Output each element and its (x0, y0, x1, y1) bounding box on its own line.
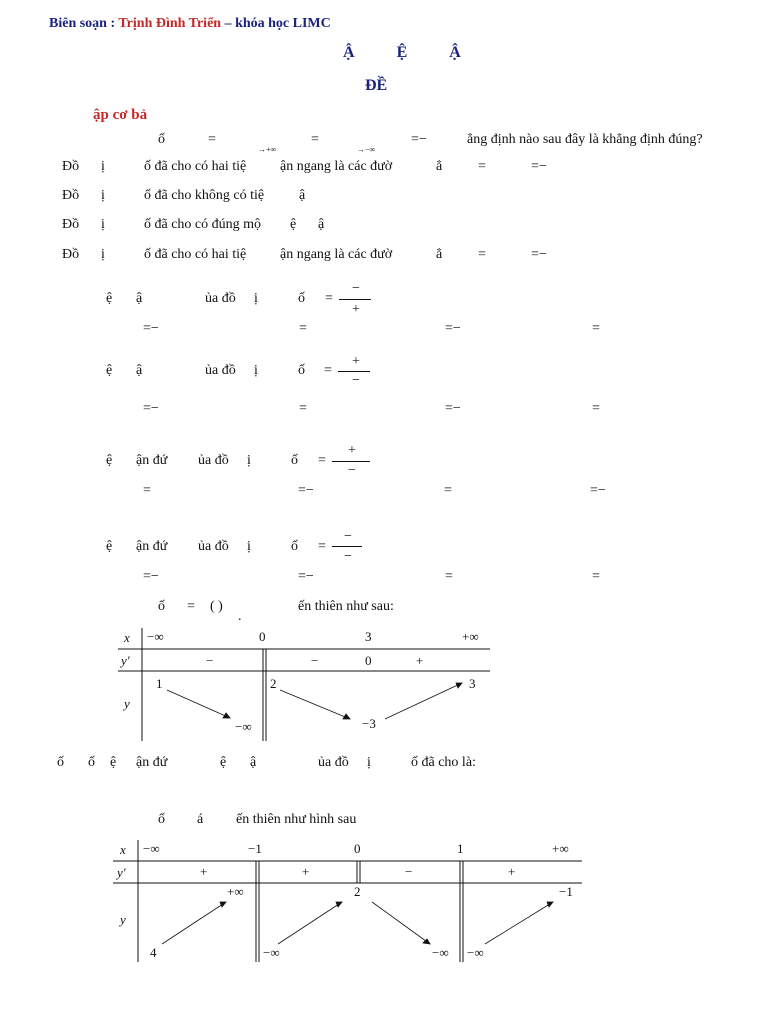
q1-d-p1: Đồ (62, 247, 80, 262)
q6-x-val-2: 0 (259, 629, 266, 644)
q6-yp-val-3: 0 (365, 653, 372, 668)
q7-arrow-2 (278, 902, 342, 944)
q5-numerator: − (344, 529, 352, 544)
q5-option-c[interactable]: = (445, 569, 453, 584)
q7-y-val-7: −1 (559, 884, 573, 899)
q7-y-label: y (120, 912, 126, 927)
q4-s1: ệ (106, 453, 113, 468)
q3-eq: = (324, 363, 332, 378)
q7-yp-val-3: − (405, 864, 413, 879)
q5-option-a[interactable]: =− (143, 569, 159, 584)
header-label: Biên soạn : (49, 16, 116, 31)
q6-yp-val-4: + (416, 653, 424, 668)
q6-y-val-2: −∞ (235, 719, 252, 734)
q4-s3: ủa đồ (198, 453, 229, 468)
q7-x-label: x (120, 842, 126, 857)
q6-x-label: x (124, 630, 130, 645)
q2-option-a[interactable]: =− (143, 321, 159, 336)
q1-lim-2: →−∞ (357, 145, 376, 154)
q5-s1: ệ (106, 539, 113, 554)
q3-s5: ố (298, 363, 305, 378)
q6-x-val-3: 3 (365, 629, 372, 644)
q5-option-b[interactable]: =− (298, 569, 314, 584)
q6-stem-dot: . (238, 609, 242, 624)
q6-ans-p2: ố (88, 755, 95, 770)
q7-yp-val-2: + (302, 864, 310, 879)
q1-c-p3: ố đã cho có đúng mộ (144, 217, 262, 232)
q6-y-val-3: 2 (270, 676, 277, 691)
q2-denominator: + (352, 302, 360, 317)
q6-x-val-1: −∞ (147, 629, 164, 644)
q1-c-p4: ệ (290, 217, 297, 232)
q1-a-p2: ị (101, 159, 105, 174)
q2-s4: ị (254, 291, 258, 306)
q1-a-p5: ẳ (436, 159, 443, 174)
q1-d-p5: ẳ (436, 247, 443, 262)
q1-d-p7: =− (531, 247, 547, 262)
q6-ans-p1: ố (57, 755, 64, 770)
q6-y-val-5: 3 (469, 676, 476, 691)
q6-ans-p9: ố đã cho là: (411, 755, 476, 770)
q3-s1: ệ (106, 363, 113, 378)
q7-x-val-1: −∞ (143, 841, 160, 856)
q7-y-val-5: −∞ (432, 945, 449, 960)
header-course: – khóa học LIMC (224, 16, 331, 31)
q1-d-p2: ị (101, 247, 105, 262)
q1-a-p1: Đồ (62, 159, 80, 174)
q7-stem-a: ố (158, 812, 165, 827)
q2-numerator: − (352, 281, 360, 296)
q6-y-label: y (124, 696, 130, 711)
q2-option-b[interactable]: = (299, 321, 307, 336)
q3-option-d[interactable]: = (592, 401, 600, 416)
title-part-c: Ậ (449, 44, 461, 61)
q7-yp-val-1: + (200, 864, 208, 879)
q7-y-val-6: −∞ (467, 945, 484, 960)
q5-s4: ị (247, 539, 251, 554)
q6-y-val-4: −3 (362, 716, 376, 731)
q3-numerator: + (352, 354, 360, 369)
q1-b-p2: ị (101, 188, 105, 203)
q1-a-p7: =− (531, 159, 547, 174)
q5-s2: ận đứ (136, 539, 168, 554)
q1-a-p4: ận ngang là các đườ (280, 159, 393, 174)
q6-ans-p8: ị (367, 755, 371, 770)
title-part-b: Ệ (396, 44, 408, 61)
q7-y-val-2: +∞ (227, 884, 244, 899)
q5-s5: ố (291, 539, 298, 554)
q7-x-val-4: 1 (457, 841, 464, 856)
q1-c-p1: Đồ (62, 217, 80, 232)
q6-ans-p6: ậ (250, 755, 257, 770)
q3-denominator: − (352, 373, 360, 388)
q1-eq-3: =− (411, 132, 427, 147)
title-line-2: ĐỀ (365, 77, 388, 94)
q7-x-val-3: 0 (354, 841, 361, 856)
q7-x-val-2: −1 (248, 841, 262, 856)
q6-stem-eq: = (187, 599, 195, 614)
q1-eq-2: = (311, 132, 319, 147)
q7-x-val-5: +∞ (552, 841, 569, 856)
q1-c-p5: ậ (318, 217, 325, 232)
q1-b-p1: Đồ (62, 188, 80, 203)
q6-yp-val-2: − (311, 653, 319, 668)
header-author: Trịnh Đình Triển (118, 16, 222, 31)
q1-b-p4: ậ (299, 188, 306, 203)
q1-eq-1: = (208, 132, 216, 147)
q2-s5: ố (298, 291, 305, 306)
q6-y-val-1: 1 (156, 676, 163, 691)
q7-stem-end: ến thiên như hình sau (236, 812, 357, 827)
q1-a-p3: ố đã cho có hai tiệ (144, 159, 247, 174)
q6-stem-paren: ( ) (210, 599, 223, 614)
q4-s4: ị (247, 453, 251, 468)
q3-s4: ị (254, 363, 258, 378)
q7-y-val-3: −∞ (263, 945, 280, 960)
q2-s2: ậ (136, 291, 143, 306)
q5-eq: = (318, 539, 326, 554)
q7-yp-val-4: + (508, 864, 516, 879)
q7-stem-b: á (197, 812, 204, 827)
q1-d-p4: ận ngang là các đườ (280, 247, 393, 262)
q5-option-d[interactable]: = (592, 569, 600, 584)
q7-arrow-1 (162, 902, 226, 944)
q1-stem-end: ẳng định nào sau đây là khẳng định đúng? (467, 132, 703, 147)
q2-eq: = (325, 291, 333, 306)
q4-denominator: − (348, 463, 356, 478)
q4-option-a[interactable]: = (143, 483, 151, 498)
q5-s3: ủa đồ (198, 539, 229, 554)
q2-s3: ủa đồ (205, 291, 236, 306)
q2-s1: ệ (106, 291, 113, 306)
q7-arrow-3 (372, 902, 430, 944)
q7-y-val-4: 2 (354, 884, 361, 899)
q6-yp-val-1: − (206, 653, 214, 668)
q4-option-c[interactable]: = (444, 483, 452, 498)
q6-ans-p5: ệ (220, 755, 227, 770)
q3-option-b[interactable]: = (299, 401, 307, 416)
q1-d-p3: ố đã cho có hai tiệ (144, 247, 247, 262)
section-heading: ập cơ bả (93, 107, 148, 123)
q2-option-d[interactable]: = (592, 321, 600, 336)
q1-lim-1: →+∞ (258, 145, 277, 154)
q4-s2: ận đứ (136, 453, 168, 468)
q7-arrow-4 (485, 902, 553, 944)
q6-yp-label: y′ (121, 653, 130, 668)
q4-option-d[interactable]: =− (590, 483, 606, 498)
q1-c-p2: ị (101, 217, 105, 232)
q6-ans-p4: ận đứ (136, 755, 168, 770)
q4-numerator: + (348, 443, 356, 458)
q7-yp-label: y′ (117, 865, 126, 880)
q6-stem-end: ến thiên như sau: (298, 599, 394, 614)
q4-option-b[interactable]: =− (298, 483, 314, 498)
q3-option-c[interactable]: =− (445, 401, 461, 416)
q1-b-p3: ố đã cho không có tiệ (144, 188, 265, 203)
q2-option-c[interactable]: =− (445, 321, 461, 336)
q6-ans-p3: ệ (110, 755, 117, 770)
q3-option-a[interactable]: =− (143, 401, 159, 416)
q5-denominator: − (344, 549, 352, 564)
q3-s3: ủa đồ (205, 363, 236, 378)
q4-eq: = (318, 453, 326, 468)
q6-stem-a: ố (158, 599, 165, 614)
q6-x-val-4: +∞ (462, 629, 479, 644)
q4-s5: ố (291, 453, 298, 468)
q1-stem-a: ố (158, 132, 165, 147)
q1-a-p6: = (478, 159, 486, 174)
title-part-a: Ậ (343, 44, 355, 61)
q3-s2: ậ (136, 363, 143, 378)
q1-d-p6: = (478, 247, 486, 262)
q6-ans-p7: ủa đồ (318, 755, 349, 770)
q7-y-val-1: 4 (150, 945, 157, 960)
